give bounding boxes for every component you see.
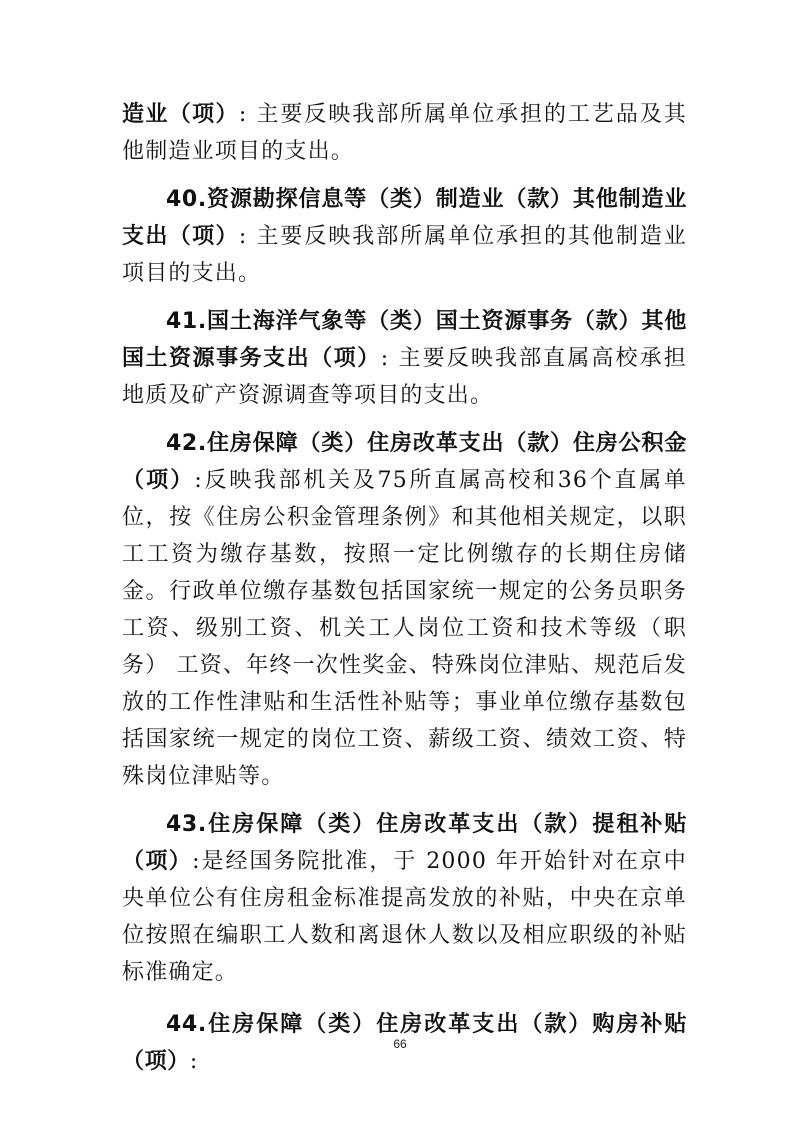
paragraph-text: : 主要反映我部所属单位承担的工艺品及其他制造业项目的支出。 [122,102,687,164]
paragraph-heading: 44.住房保障（类）住房改革支出（款）购房补贴（项） [122,1012,687,1074]
paragraph-39-continued [122,96,687,170]
paragraph-text: : [189,1049,199,1074]
paragraph-42 [122,425,687,795]
paragraph-heading: 造业（项） [122,102,239,127]
paragraph-heading: 40.资源勘探信息等（类）制造业（款）其他制造业支出（项） [122,187,687,249]
paragraph-text: :反映我部机关及75所直属高校和36个直属单位，按《住房公积金管理条例》和其他相关规定，以职工工资为缴存基数，按照一定比例缴存的长期住房储金。行政单位缴存基数包括国家统一规定的公务员职务工资、级别工资、机关工人岗位工资和技术等级（职务） 工资、年终一次性奖金、特殊岗位津贴、规范后发放的工作性津贴和生活性补贴等；事业单位缴存基数包括国家统一规定的岗位工资、薪级工资、绩效工资、特殊岗位津贴等。 [122,468,687,789]
document-body [122,96,687,1080]
page-number: 66 [393,1037,407,1051]
paragraph-40 [122,181,687,292]
paragraph-heading: 42.住房保障（类）住房改革支出（款）住房公积金（项） [122,431,687,493]
paragraph-43 [122,806,687,991]
paragraph-text: :是经国务院批准，于 2000 年开始针对在京中央单位公有住房租金标准提高发放的补贴，中央在京单位按照在编职工人数和离退休人数以及相应职级的补贴标准确定。 [122,849,687,985]
paragraph-text: : 主要反映我部所属单位承担的其他制造业项目的支出。 [122,224,687,286]
paragraph-heading: 43.住房保障（类）住房改革支出（款）提租补贴（项） [122,812,687,874]
paragraph-41 [122,303,687,414]
paragraph-heading: 41.国土海洋气象等（类）国土资源事务（款）其他国土资源事务支出（项） [122,309,687,371]
paragraph-text: : 主要反映我部直属高校承担地质及矿产资源调查等项目的支出。 [122,346,687,408]
